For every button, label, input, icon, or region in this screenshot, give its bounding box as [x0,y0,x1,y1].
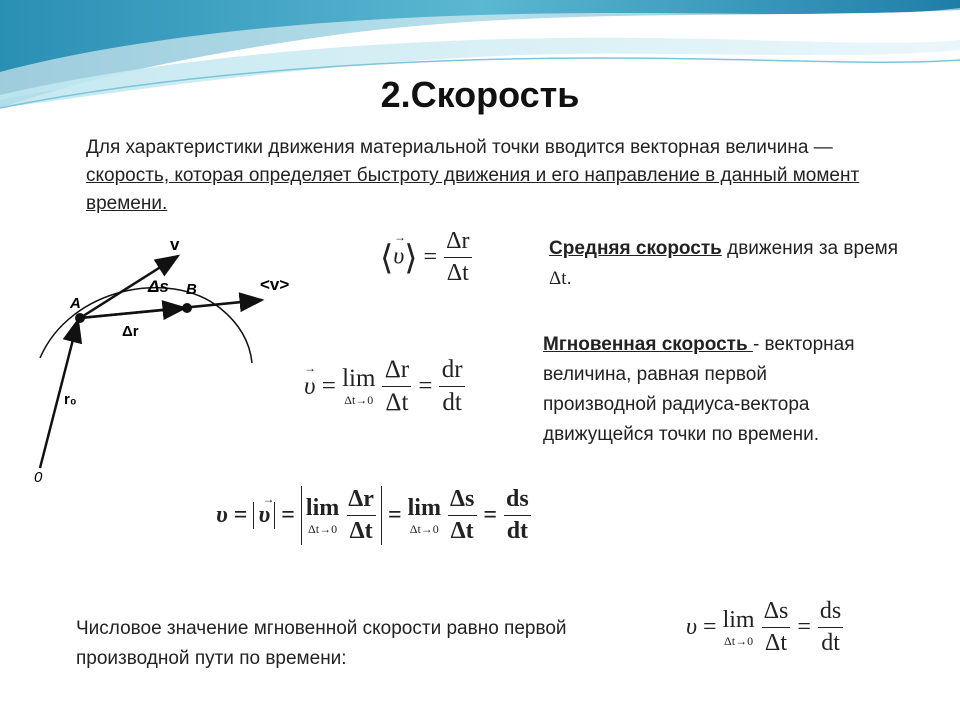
magnitude-formula: υ = → υ = lim Δt→0 $\frac{\Delta r}{\Delta t}$ = lim Δt→0 $\frac{\Delta s}{\Delta t}$ = $\frac{ds}{dt}$ [216,486,532,545]
instant-velocity-text: Мгновенная скорость - векторная величина, равная первой производной радиуса-вектора движущейся точки по времени. [543,334,855,445]
label-r0: r₀ [64,391,77,408]
average-velocity-term: Средняя скорость [549,238,722,259]
intro-underlined-text: скорость, которая определяет быстроту движения и его направление в данный момент времени. [86,165,860,214]
label-dr: Δr [122,323,139,340]
label-B: B [186,281,197,298]
instant-velocity-formula: → υ = lim Δt→0 $\frac{\Delta r}{\Delta t}$ = $\frac{dr}{dt}$ [304,356,466,417]
avg-num: Δr [446,228,470,254]
label-A: A [70,295,81,312]
velocity-diagram [30,228,320,488]
numeric-value-text: Числовое значение мгновенной скорости равно первой производной пути по времени: [76,618,567,669]
avg-den: Δt [444,257,472,287]
average-velocity-formula: → ⟨υ⟩ = $\frac{\Delta r}{\Delta t}$ [380,228,473,287]
avg-velocity-vector [80,300,262,318]
intro-text: Для характеристики движения материальной точки вводится векторная величина — [86,137,833,158]
label-0: 0 [34,469,43,486]
label-v: v [170,235,180,254]
avg-v-symbol: υ [393,243,405,270]
point-A [75,313,85,323]
point-B [182,303,192,313]
slide-title: 2.Скорость [380,74,580,115]
average-velocity-text: Средняя скорость движения за время Δt. [549,238,898,289]
label-avg-v: <v> [260,275,290,294]
label-ds: Δs [148,277,169,296]
intro-paragraph [86,134,886,218]
numeric-formula: υ = lim Δt→0 $\frac{\Delta s}{\Delta t}$ = $\frac{ds}{dt}$ [686,598,842,656]
instant-velocity-term: Мгновенная скорость [543,334,753,355]
